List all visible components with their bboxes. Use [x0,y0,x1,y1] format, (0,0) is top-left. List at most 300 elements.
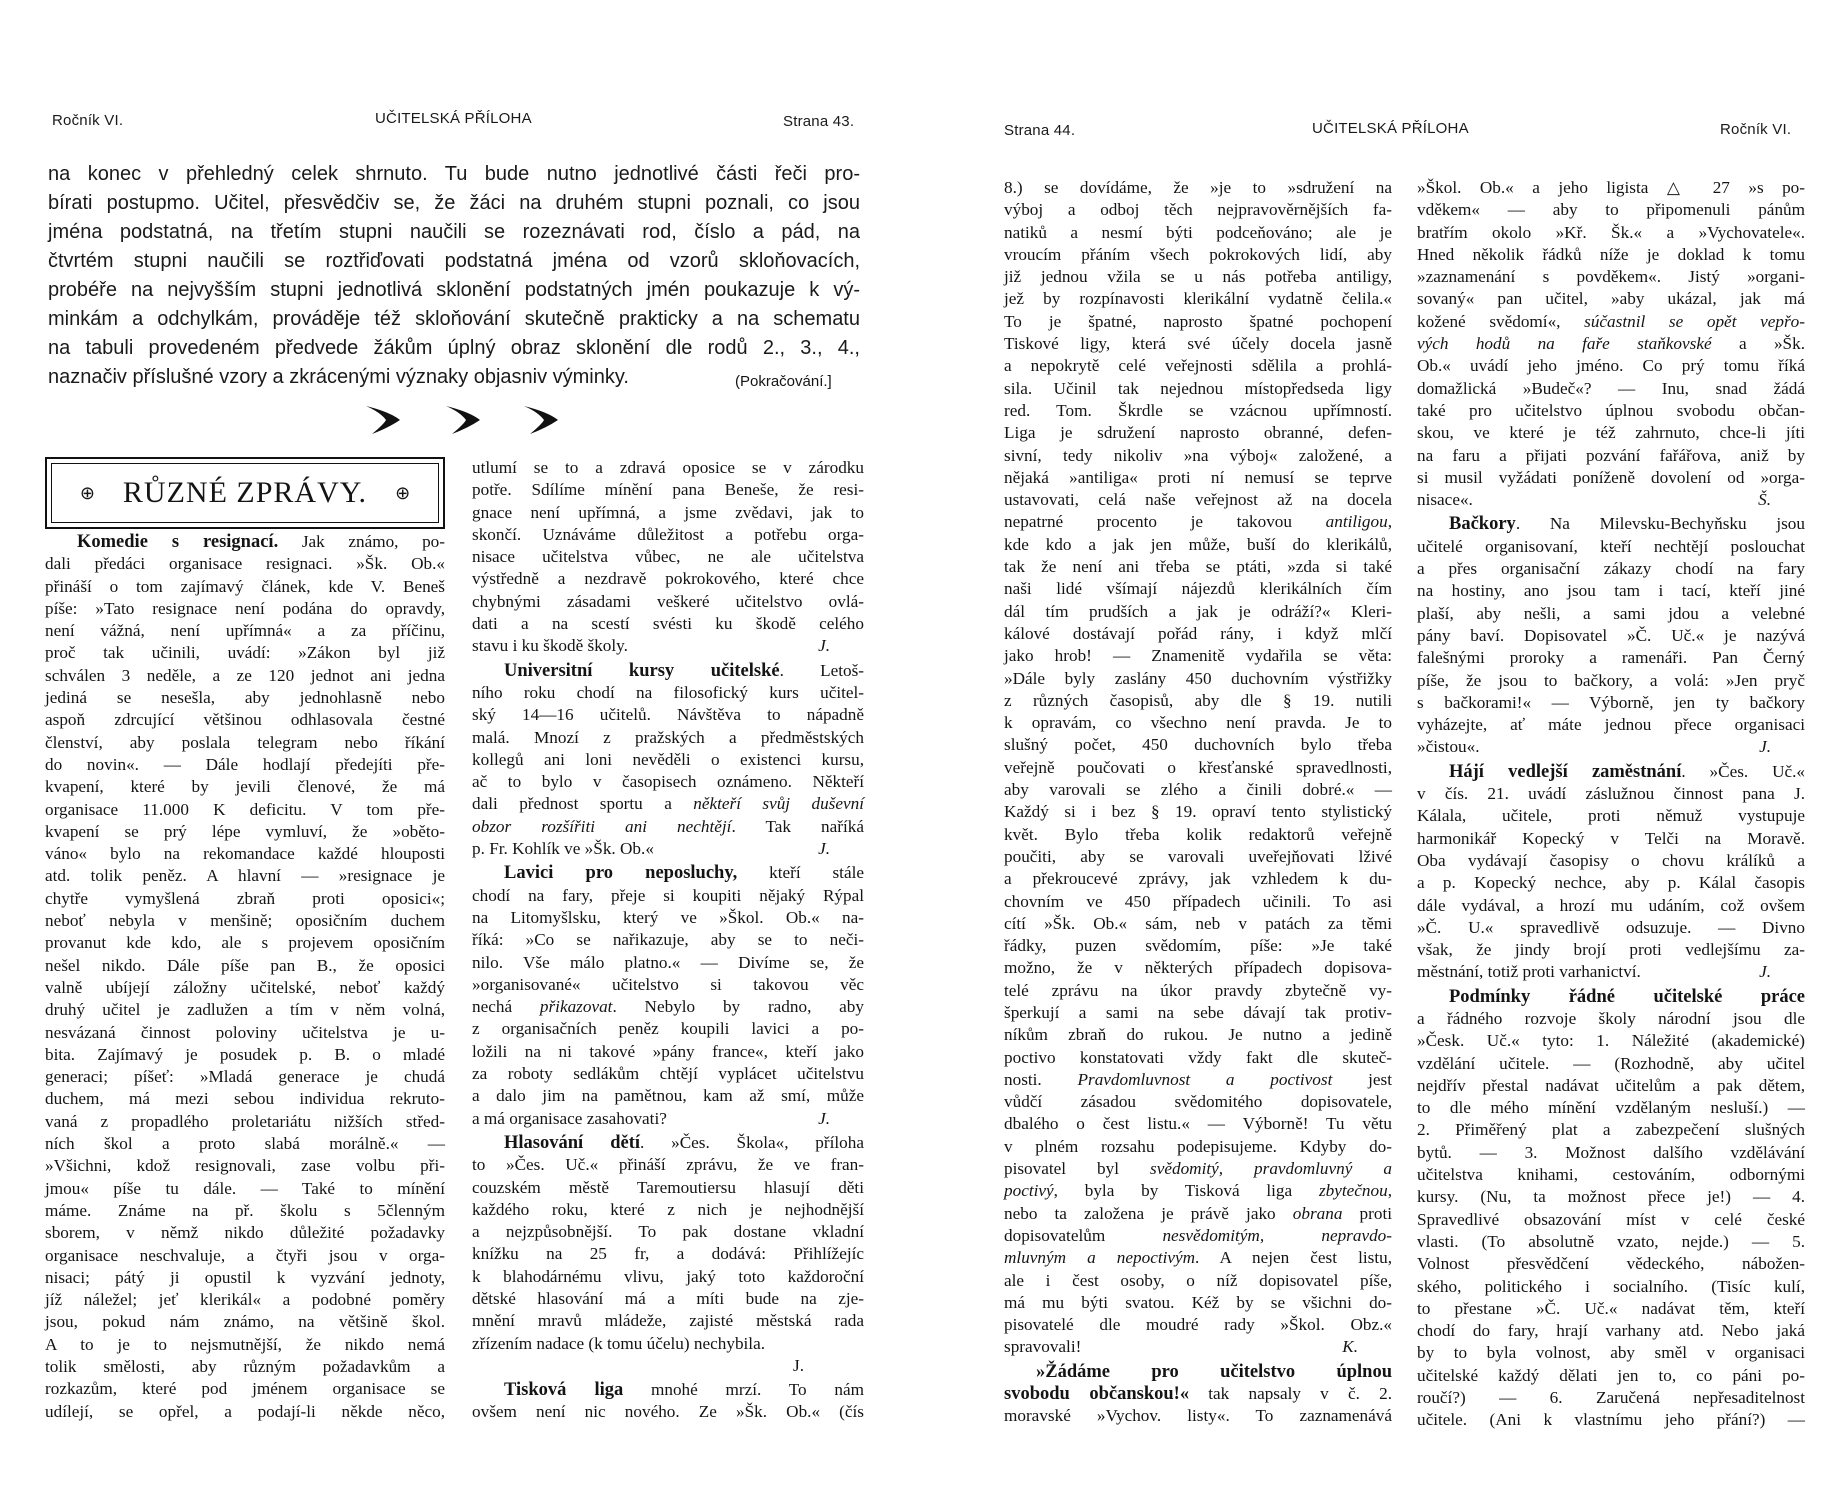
line-content: nesvázaná činnost poloviny učitelstva je u- [45,1022,445,1042]
text-line [1004,690,1392,712]
line-content: cítí »Šk. Ob.« sám, neb v patách za těmi [1004,913,1392,933]
text-line [1417,761,1805,783]
line-content: v plném rozsahu podepisujeme. Kdyby do- [1004,1136,1392,1156]
line-content [504,1133,864,1152]
text-line [1417,333,1805,355]
text-line [1417,603,1805,625]
text-line [45,1066,445,1088]
author-signature: J. [818,1108,830,1128]
text-line [1417,1075,1805,1097]
line-content: šperkují a sami na sebe dávají tak protiv- [1004,1002,1392,1022]
line-content: není vážná, není upřímná« a za příčinu, [45,621,445,641]
line-content: přináší o tom zajímavý článek, kde V. Beneš [45,576,445,596]
text-line [45,531,445,553]
line-content [504,863,864,882]
text-run: nebo ta založena je právě jako [1004,1203,1293,1223]
right-page-number: Strana 44. [1004,122,1076,139]
line-content: také pro učitelstvo úplnou svobodu občan- [1417,400,1805,420]
text-line [1417,961,1805,983]
line-content: skou, ve které je též zahrnuto, chce-li jíti [1417,423,1805,443]
text-line [472,1108,864,1130]
text-line [1004,266,1392,288]
text-run: . A nejen čest listu, [1195,1248,1392,1268]
text-line [1004,1314,1392,1336]
text-line: na tabuli provedeném předvede žákům úplný obraz sklonění dle rodů 2., 3., 4., [48,337,860,359]
line-content: »Všichni, kdož resignovali, zase volbu při- [45,1156,445,1176]
line-content: a nejzpůsobnější. To pak dostane vkladní [472,1222,864,1242]
text-line [1004,1203,1392,1225]
line-content [1004,1226,1392,1245]
text-line [472,952,864,974]
emphasized-text: nesvědomitým, nepravdo- [1162,1225,1392,1245]
line-content: tolik smělosti, aby různým požadavkům a [45,1356,445,1376]
line-content: máme. Známe na př. školu s 5členným [45,1200,445,1220]
line-content [77,532,445,551]
text-line [472,1132,864,1154]
line-content: organisace 11.000 K deficitu. V tom pře- [45,799,445,819]
line-content: výboj a odboj těch nejpravověrnějších fa- [1004,200,1392,220]
line-content: malá. Mnozí z pražských a předměstských [472,727,864,747]
text-line [1004,957,1392,979]
text-line [45,1311,445,1333]
article-paragraph [1004,177,1392,1359]
text-line [45,1334,445,1356]
line-content: druhý učitel je zadlužen a tím v něm volná, [45,1000,445,1020]
text-line [1417,1186,1805,1208]
line-content: »Česk. Uč.« tyto: 1. Náležité (akademické) [1417,1031,1805,1051]
text-line [45,553,445,575]
emphasized-text: svědomitý, pravdomluvný a [1150,1159,1392,1179]
text-line [1417,1320,1805,1342]
left-page-column-2 [472,457,864,1426]
text-line [1417,1209,1805,1231]
text-line [1417,1142,1805,1164]
emphasized-text: poctivý [1004,1181,1054,1201]
line-content [1449,762,1805,781]
line-content: bratřím okolo »Kř. Šk.« a »Vychovatele«. [1417,222,1805,242]
line-content [1004,1204,1392,1223]
text-line [1417,1253,1805,1275]
author-signature: J. [793,1355,804,1375]
text-line [1004,511,1392,533]
text-line [45,932,445,954]
emphasized-text: obrana [1292,1203,1343,1223]
line-content [1004,1248,1392,1267]
article-heading: Hlasování dětí [504,1132,641,1153]
line-content: mnění mravů mládeže, zajisté městská rada [472,1311,864,1331]
text-line [1004,935,1392,957]
line-content [1449,987,1805,1006]
text-run: , [1387,512,1392,532]
line-content: již jednou vžila se u nás potřeba antiligy, [1004,267,1392,287]
line-content: Tiskové ligy, která své účely docela jasně [1004,334,1392,354]
text-line [472,1018,864,1040]
line-content: na hostiny, ano jsou tam i tací, kteří jiné [1417,581,1805,601]
line-content: s bačkorami!« — Výborně, jen ty bačkory [1417,692,1805,712]
text-line [1417,1008,1805,1030]
article-paragraph [472,1379,864,1424]
line-content: gnace není upřímná, a jsme zvědavi, jak to [472,502,864,522]
line-content: to přestane »Č. Uč.« nadávat těm, kteří [1417,1298,1805,1318]
text-line [45,1356,445,1378]
text-line [1004,846,1392,868]
line-content: jež by rozpínavosti klerikální vydatně čelila.« [1004,289,1392,309]
line-content: Oba vydávají časopisy o chovu králíků a [1417,850,1805,870]
line-content: nisace učitelstva vůbec, ne ale učitelstva [472,547,864,567]
author-signature: Š. [1758,490,1771,510]
line-content: možno, že v některých případech dopisova- [1004,958,1392,978]
text-run: . »Čes. Škola«, příloha [640,1132,864,1152]
line-content: 8.) se dovídáme, že »je to »sdružení na [1004,178,1392,197]
article-heading: Universitní kursy učitelské [504,660,780,681]
text-run: kožené svědomí«, [1417,311,1585,331]
line-content: plaší, aby nešli, a sami jdou a velebné [1417,603,1805,623]
text-line [1004,222,1392,244]
line-content [1036,1362,1392,1381]
line-content: každého roku, které z nich je nejhodnější [472,1199,864,1219]
emphasized-text: obzor rozšířiti ani nechtějí [472,816,732,836]
article-heading: Podmínky řádné učitelské práce [1449,986,1805,1007]
line-content: Hned několik řádků níže je doklad k tomu [1417,244,1805,264]
text-line [45,598,445,620]
text-line [1417,266,1805,288]
text-line [472,457,864,479]
text-line [1004,1158,1392,1180]
line-content: utlumí se to a zdravá oposice se v zárodku [472,458,864,477]
line-content: neboť nebyla v menšině; oposičním duchem [45,911,445,931]
line-content: vyházejte, ať máte jednou přece organisaci [1417,715,1805,735]
line-content: ovšem není nic nového. Ze »Šk. Ob.« (čís [472,1402,864,1422]
line-content: dále vydával, a hrozí mu udáním, což ovšem [1417,895,1805,915]
line-content: pisovatelé dle moudré rady »Škol. Obz.« [1004,1315,1392,1335]
line-content: »Č. U.« spravedlivě odsuzuje. — Divno [1417,917,1805,937]
text-line [1004,757,1392,779]
line-content: aspoň zdrcující většinou odhlasovala čestné [45,710,445,730]
line-content: kvapení se prý lépe vymluví, že »oběto- [45,821,445,841]
line-content: to dle mého mínění vzdělaným nesluší.) — [1417,1098,1805,1118]
line-content [1004,512,1392,531]
text-line [1417,1097,1805,1119]
line-content [1417,334,1805,353]
line-content: z různých časopisů, aby dle § 19. nutili [1004,690,1392,710]
text-line [45,1155,445,1177]
text-run: . Letoš- [779,660,864,680]
right-page-running-title: UČITELSKÁ PŘÍLOHA [1312,120,1469,137]
text-line [1004,1091,1392,1113]
text-line [472,568,864,590]
line-content: vzdělání učitele. — (Rozhodně, aby učitel [1417,1053,1805,1073]
text-line [45,665,445,687]
text-line [1417,288,1805,310]
line-content: sila. Učinil tak nejednou místopředseda ligy [1004,378,1392,398]
line-content: ský 14—16 učitelů. Návštěva to nápadně [472,705,864,725]
line-content: členství, aby poslala telegram nebo říkání [45,732,445,752]
line-content: za roboty sedlákům chtějí vyplácet učitelstvu [472,1064,864,1084]
line-content: schválen 3 neděle, a ze 120 jednot ani jedna [45,665,445,685]
text-line [472,682,864,704]
text-run: , byla by Tisková liga [1053,1181,1319,1201]
text-line [45,865,445,887]
article-heading: svobodu občanskou!« [1004,1384,1190,1405]
text-line [1417,1164,1805,1186]
line-content: p. Fr. Kohlík ve »Šk. Ob.« [472,839,654,859]
line-content: organisace neschvaluje, a čtyři jsou v orga- [45,1245,445,1265]
text-run: Jak známo, po- [278,532,446,551]
line-content: A to je to nejsmutnější, že nikdo nemá [45,1334,445,1354]
article-paragraph [472,1132,864,1377]
line-content: učitelstva knihami, cestováním, odbornými [1417,1165,1805,1185]
emphasized-text: súčastnil se opět vepřo- [1584,311,1805,331]
line-content: pány baví. Dopisovatel »Č. Uč.« je nazývá [1417,625,1805,645]
text-line [1004,801,1392,823]
text-line [1417,222,1805,244]
line-content: a má organisace zasahovati? [472,1108,667,1128]
line-content: telé zprávu na úkor pravdy zbytečně vy- [1004,980,1392,1000]
article-paragraph [472,660,864,861]
line-content: z organisačních peněz koupili lavici a po- [472,1019,864,1039]
line-content: poctivo konstatovati vždy fakt dle skuteč- [1004,1047,1392,1067]
line-content: zřízením nadace (k tomu účelu) nechybila. [472,1333,766,1353]
line-content: Liga je sdružení naprosto obranné, defen- [1004,423,1392,443]
text-line [1417,1342,1805,1364]
line-content: kollegů ani loni nevěděli o existenci kursu, [472,749,864,769]
text-line [1417,1053,1805,1075]
text-line [1004,1247,1392,1269]
line-content: váno« bylo na rekomandace každé hlouposti [45,844,445,864]
text-run: nosti. [1004,1069,1078,1089]
line-content: proč tak učinili, uvádí: »Zákon byl již [45,643,445,663]
line-content [504,1380,864,1399]
text-run: dali přednost sportu a [472,794,694,814]
text-line [1004,1405,1392,1427]
line-content: moravské »Vychov. listy«. To zaznamenává [1004,1406,1392,1426]
text-line [1004,868,1392,890]
text-line [1417,400,1805,422]
text-run: . »Čes. Uč.« [1681,761,1806,781]
article-heading: »Žádáme pro učitelstvo úplnou [1036,1361,1392,1382]
text-line [1417,580,1805,602]
line-content: harmonikář Kopecký v Telči na Moravě. [1417,828,1805,848]
text-line [1417,714,1805,736]
line-content: vroucím přáním všech pokrokových lidí, aby [1004,244,1392,264]
emphasized-text: vých hodů na faře staňkovské [1417,334,1712,354]
text-line [1004,1225,1392,1247]
text-line [1417,1119,1805,1141]
section-title-box [45,457,445,529]
line-content: slušný počet, 450 duchovních bylo třeba [1004,735,1392,755]
text-run: a »Šk. [1711,334,1805,354]
text-line [1004,378,1392,400]
text-line [1417,986,1805,1008]
article-paragraph [1417,986,1805,1432]
text-line [1004,199,1392,221]
article-paragraph [1417,177,1805,511]
text-line [472,793,864,815]
text-line [1004,824,1392,846]
text-line [472,749,864,771]
line-content: kursy. (Nu, ta možnost přece je!) — 4. [1417,1187,1805,1207]
line-content: atd. tolik peněz. A hlavní — »resignace je [45,866,445,886]
text-line [1004,400,1392,422]
text-line [45,888,445,910]
line-content: by to byla volnost, aby směl v organisaci [1417,1343,1805,1363]
line-content: a dalo jim na pamětnou, kam až smí, může [472,1086,864,1106]
article-paragraph [1417,513,1805,758]
text-line [472,1401,864,1423]
line-content [1004,1181,1392,1200]
text-line [1417,783,1805,805]
line-content: knížku na 25 fr, a dodává: Přihlížejíc [472,1244,864,1264]
text-line [1004,913,1392,935]
line-content: poučiti, aby se varovali uveřejňovati lživé [1004,846,1392,866]
line-content: nešel nikdo. Dále píše pan B., že oposici [45,955,445,975]
line-content: jsou, pokud nám známo, na většině škol. [45,1312,445,1332]
line-content [472,997,864,1016]
text-line [45,754,445,776]
text-line [1004,422,1392,444]
text-line [45,1222,445,1244]
text-line [1417,939,1805,961]
emphasized-text: přikazovat [539,997,613,1017]
emphasized-text: Pravdomluvnost a poctivost [1077,1069,1333,1089]
text-line [1417,1365,1805,1387]
line-content: dali předáci organisace resignaci. »Šk. Ob.« [45,554,445,574]
right-page-column-2 [1417,177,1805,1434]
line-content: si musil vyžádati poníženě dovolení od »orga- [1417,467,1805,487]
text-line [472,771,864,793]
line-content: nilo. Vše málo platno.« — Divíme se, že [472,952,864,972]
line-content: natiků a nesmí býti podceňováno; ale je [1004,222,1392,242]
line-content: chodí do fary, hrají varhany atd. Nebo jaká [1417,1321,1805,1341]
line-content [472,817,864,836]
chevron-ornament-icon [366,406,400,434]
article-paragraph [1004,1361,1392,1428]
line-content: jako hrob! — Znamenitě vydařila se věta: [1004,646,1392,666]
text-line [45,1133,445,1155]
text-line [472,591,864,613]
text-line [1417,1276,1805,1298]
text-line [1417,736,1805,758]
line-content: dbalého o čest listu.« — Výborně! Tu větu [1004,1114,1392,1134]
text-line [45,821,445,843]
text-run: mnohé mrzí. To nám [623,1380,864,1400]
line-content: bita. Zajímavý je posudek p. B. o mladé [45,1044,445,1064]
text-line: jména podstatná, na třetím stupni naučili se rozeznávati rod, číslo a pád, na [48,221,860,243]
text-line [1004,288,1392,310]
text-line [1004,1180,1392,1202]
text-line [1417,1298,1805,1320]
text-line [472,838,864,860]
line-content [1004,1159,1392,1178]
continued-article-paragraph [48,160,860,392]
text-run: dopisovatelům [1004,1225,1163,1245]
line-content: dati a na scestí svésti ku škodě celého [472,614,864,634]
line-content: rozkazům, které pod jménem organisace se [45,1379,445,1399]
line-content: jmou« píše tu dále. — Také to mínění [45,1178,445,1198]
text-line [1004,467,1392,489]
text-line [472,929,864,951]
text-run: proti [1342,1203,1392,1223]
line-content: jíž náležel; jeť klerikál« a podobné poměry [45,1290,445,1310]
text-line [1417,1231,1805,1253]
text-line [1417,378,1805,400]
text-line [472,502,864,524]
left-page-number: Strana 43. [783,113,855,130]
author-signature: J. [1759,962,1771,982]
line-content: ského, politického i socialního. (Tisíc kulí, [1417,1276,1805,1296]
text-line [472,1221,864,1243]
line-content: generaci; píšeť: »Mladá generace je chudá [45,1067,445,1087]
text-line [1417,422,1805,444]
text-line [45,799,445,821]
text-run: nechá [472,997,540,1017]
text-line [45,977,445,999]
text-line [1004,1024,1392,1046]
article-heading: Bačkory [1449,514,1516,535]
text-line [472,1063,864,1085]
line-content: domažlická »Budeč«? — Inu, snad žádá [1417,378,1805,398]
text-run: . Nebylo by radno, aby [612,997,864,1017]
cross-circle-ornament-icon: ⊕ [79,482,95,504]
line-content: má mu býti svatou. Kéž by se všichni do- [1004,1292,1392,1312]
line-content: red. Tom. Škrdle se vzácnou upřímností. [1004,400,1392,420]
line-content: nejdřív přestal nadávat učitelům a pak dětem, [1417,1075,1805,1095]
line-content: však, že jindy brojí proti vedlejšímu za- [1417,940,1805,960]
text-line [45,1111,445,1133]
left-page-running-title: UČITELSKÁ PŘÍLOHA [375,110,532,127]
line-content: píše: »Tato resignace není podána do opravdy, [45,598,445,618]
line-content: veřejně poučovati o křesťanské spravedlnosti, [1004,757,1392,777]
text-line [1004,1047,1392,1069]
left-page-column-1 [45,531,445,1425]
line-content: řádky, puzen svědomím, píše: »Je také [1004,936,1392,956]
line-content: kvapení, které by jevili členové, že má [45,777,445,797]
text-line [1004,891,1392,913]
line-content: Ob.« uvádí jeho jméno. Co prý tomu říká [1417,356,1805,376]
text-line [472,704,864,726]
article-heading: Tisková liga [504,1380,624,1401]
text-line [1004,1292,1392,1314]
text-run: pisovatel byl [1004,1159,1151,1179]
text-line [45,1245,445,1267]
line-content: chybnými zásadami veškeré učitelstvo ovlá- [472,591,864,611]
line-content: vděkem« — aby to připomenuli pánům [1417,200,1805,220]
line-content: vlasti. (To absolutně vzato, nejde.) — 5. [1417,1231,1805,1251]
text-line [472,524,864,546]
line-content: stavu i ku škodě školy. [472,636,628,656]
text-line [1004,668,1392,690]
line-content: k opravám, co všechno není pravda. Je to [1004,713,1392,733]
text-line [45,955,445,977]
line-content: vaná z propadlého proletariátu nižších střed- [45,1111,445,1131]
text-line [1004,333,1392,355]
line-content: nisace«. [1417,490,1473,510]
article-heading: Hájí vedlejší zaměstnání [1449,761,1682,782]
text-line [1417,917,1805,939]
text-run: nepatrné procento je takovou [1004,512,1326,532]
text-line [45,620,445,642]
line-content: bytů. — 3. Možnost dalšího vzdělávání [1417,1142,1805,1162]
right-page-volume: Ročník VI. [1720,121,1792,138]
line-content: učitelské každý dělati jen to, co páni po- [1417,1365,1805,1385]
line-content: dětské hlasování má a míti bude na zje- [472,1288,864,1308]
text-run: . Tak naříká [731,816,864,836]
line-content: kde kdo a jak jen může, buší do klerikálů, [1004,534,1392,554]
line-content [472,794,864,813]
text-line [472,479,864,501]
text-line [1417,445,1805,467]
text-line [1004,980,1392,1002]
